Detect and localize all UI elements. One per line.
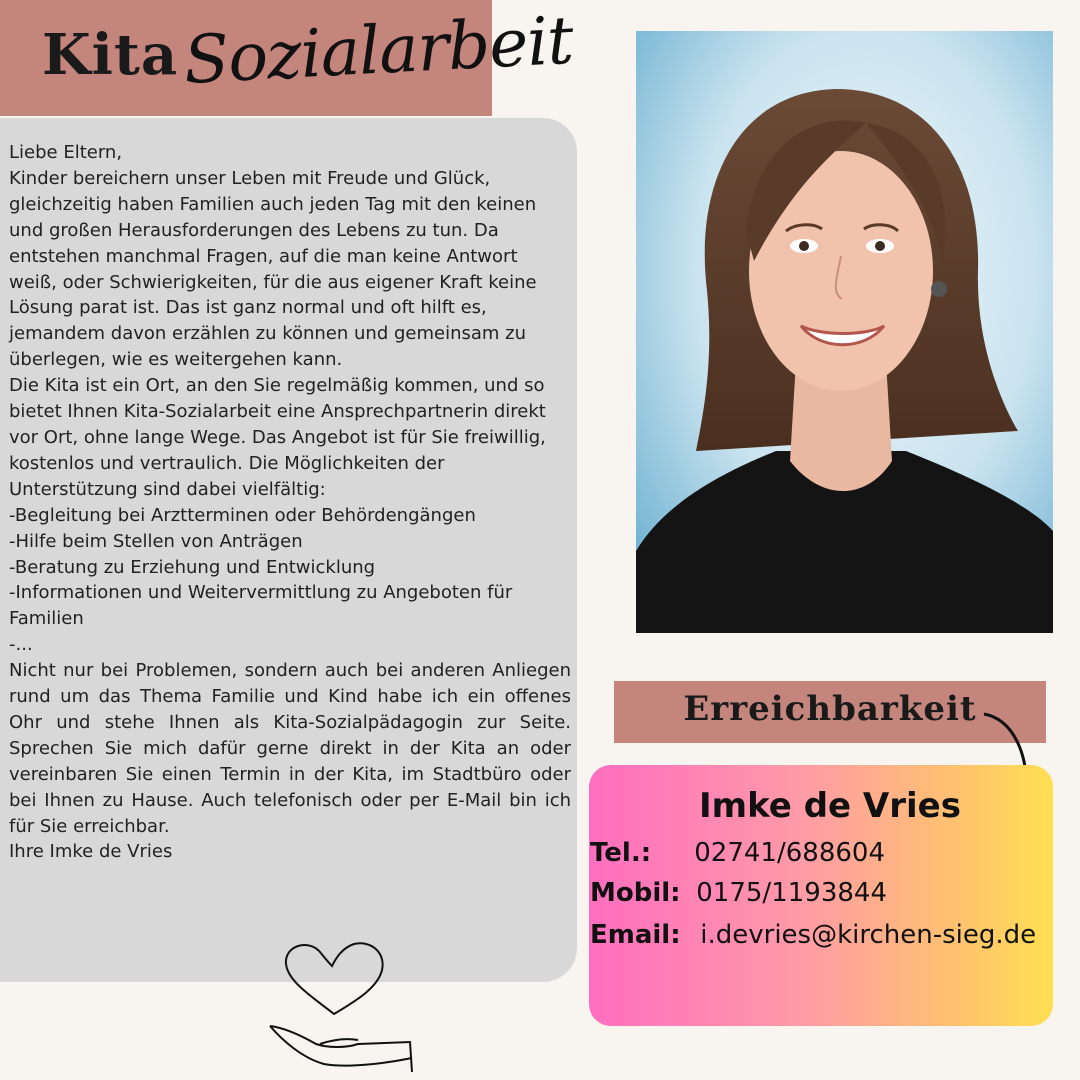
tel-value[interactable]: 02741/688604 — [694, 838, 885, 868]
list-item: -Begleitung bei Arztterminen oder Behördengängen — [9, 504, 476, 526]
contact-mobil-row — [590, 878, 887, 908]
letter-greeting: Liebe Eltern, — [9, 142, 123, 163]
letter-signature: Ihre Imke de Vries — [9, 841, 173, 863]
email-label: Email: — [590, 920, 681, 950]
contact-email-row — [590, 920, 1036, 950]
heart-hand-icon — [262, 936, 422, 1076]
letter-closing: Nicht nur bei Problemen, sondern auch bei anderen Anliegen rund um das Thema Familie und Kind habe ich ein offenes Ohr und stehe Ihnen als Kita-Sozialpädagogin zur Seite. Sprechen Sie mich dafür gerne direkt in der Kita an oder vereinbaren Sie einen Termin in der Kita, im Stadtbüro oder bei Ihnen zu Hause. Auch telefonisch oder per E-Mail bin ich für Sie erreichbar. — [9, 660, 571, 837]
mobil-label: Mobil: — [590, 878, 681, 908]
reachability-title: Erreichbarkeit — [683, 689, 977, 729]
mobil-value[interactable]: 0175/1193844 — [696, 878, 887, 908]
contact-name: Imke de Vries — [699, 786, 961, 826]
tel-label: Tel.: — [590, 838, 652, 868]
email-value[interactable]: i.devries@kirchen-sieg.de — [700, 920, 1037, 950]
portrait-photo — [636, 31, 1053, 633]
list-item: -Informationen und Weitervermittlung zu Angeboten für Familien — [9, 582, 513, 630]
list-item: -... — [9, 634, 33, 656]
page-title: Kita — [42, 22, 179, 88]
letter-text — [9, 140, 571, 865]
letter-intro: Kinder bereichern unser Leben mit Freude und Glück, gleichzeitig haben Familien auch jeden Tag mit den keinen und großen Herausforderungen des Lebens zu tun. Da entstehen manchmal Fragen, auf die man keine Antwort weiß, oder Schwierigkeiten, für die aus eigener Kraft keine Lösung parat ist. Das ist ganz normal und oft hilft es, jemandem davon erzählen zu können und gemeinsam zu überlegen, wie es weitergehen kann. — [9, 167, 537, 371]
letter-offer: Die Kita ist ein Ort, an den Sie regelmäßig kommen, und so bietet Ihnen Kita-Sozialarbeit eine Ansprechpartnerin direkt vor Ort, ohne lange Wege. Das Angebot ist für Sie freiwillig, kostenlos und vertraulich. Die Möglichkeiten der Unterstützung sind dabei vielfältig: — [9, 375, 546, 500]
list-item: -Hilfe beim Stellen von Anträgen — [9, 530, 303, 552]
page-title-script: Sozialarbeit — [181, 1, 575, 99]
contact-tel-row — [590, 838, 885, 868]
list-item: -Beratung zu Erziehung und Entwicklung — [9, 556, 376, 578]
